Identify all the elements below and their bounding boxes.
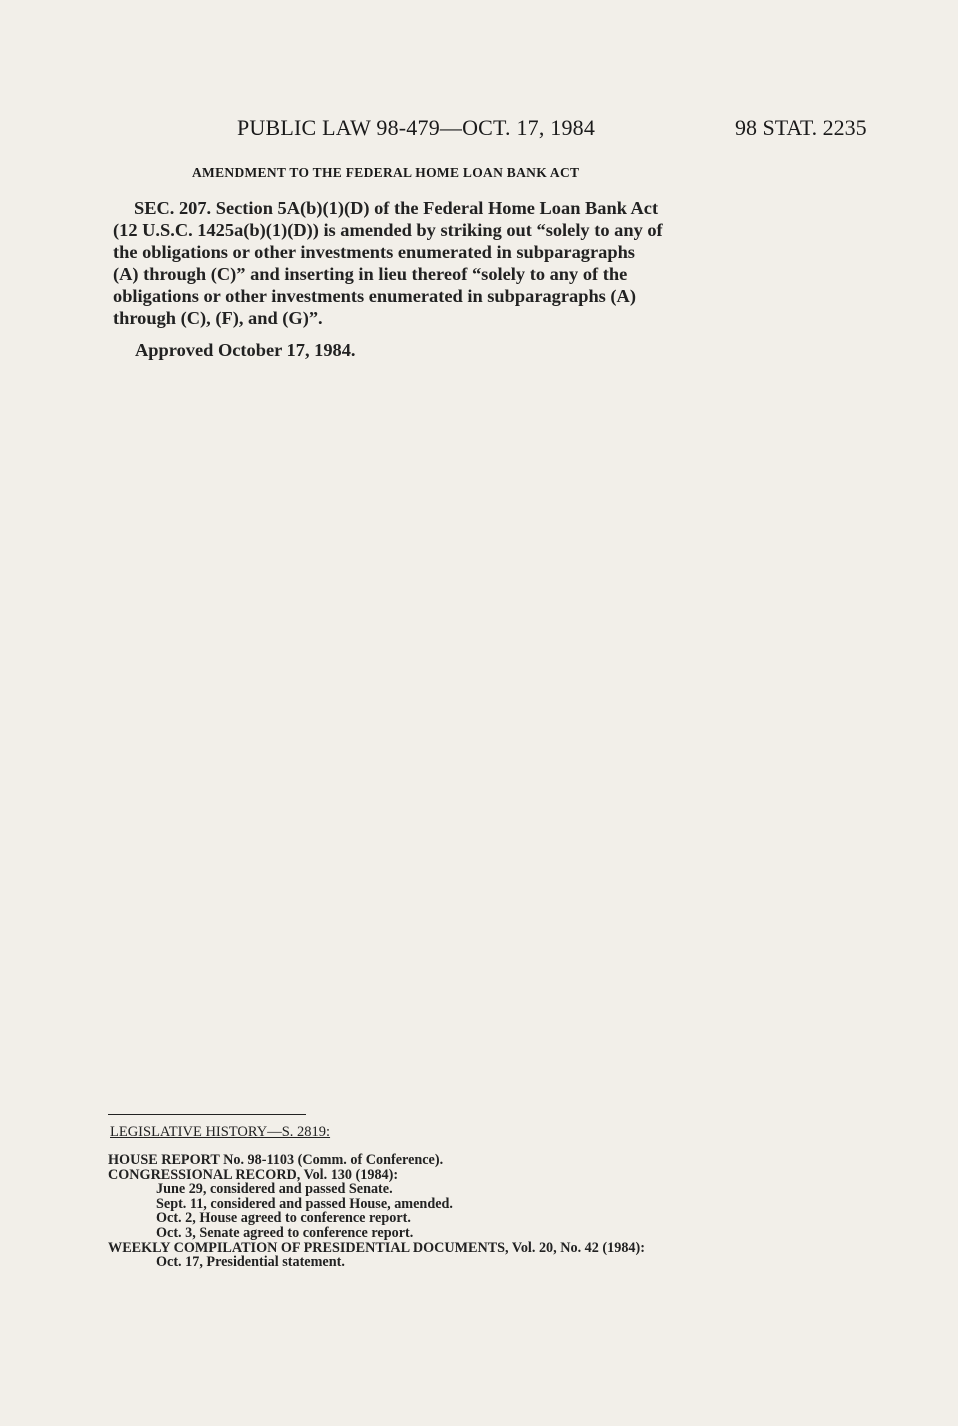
record-item: Oct. 3, Senate agreed to conference report. xyxy=(156,1224,414,1241)
page-header xyxy=(0,115,958,145)
divider xyxy=(108,1114,306,1115)
body-line: (A) through (C)” and inserting in lieu thereof “solely to any of the xyxy=(113,264,628,284)
weekly-item: Oct. 17, Presidential statement. xyxy=(156,1254,345,1271)
weekly-compilation: WEEKLY COMPILATION OF PRESIDENTIAL DOCUMENTS, Vol. 20, No. 42 (1984): xyxy=(108,1239,645,1256)
legislative-history-title: LEGISLATIVE HISTORY—S. 2819: xyxy=(110,1124,331,1140)
record-item: Sept. 11, considered and passed House, amended. xyxy=(156,1195,453,1212)
congressional-record: CONGRESSIONAL RECORD, Vol. 130 (1984): xyxy=(108,1166,399,1183)
body-line: the obligations or other investments enumerated in subparagraphs xyxy=(113,242,635,262)
body-line: (12 U.S.C. 1425a(b)(1)(D)) is amended by striking out “solely to any of xyxy=(113,220,663,240)
section-heading: AMENDMENT TO THE FEDERAL HOME LOAN BANK ACT xyxy=(192,165,580,180)
body-line: obligations or other investments enumerated in subparagraphs (A) xyxy=(113,286,636,306)
section-body xyxy=(113,197,753,329)
record-item: Oct. 2, House agreed to conference report. xyxy=(156,1210,411,1227)
body-line: through (C), (F), and (G)”. xyxy=(113,308,323,328)
stat-reference: 98 STAT. 2235 xyxy=(735,115,867,140)
house-report: HOUSE REPORT No. 98-1103 (Comm. of Conference). xyxy=(108,1152,444,1168)
record-item: June 29, considered and passed Senate. xyxy=(156,1181,393,1198)
page-title: PUBLIC LAW 98-479—OCT. 17, 1984 xyxy=(237,115,596,140)
approval-date: Approved October 17, 1984. xyxy=(135,340,356,360)
legislative-history xyxy=(108,1153,645,1270)
body-line: SEC. 207. Section 5A(b)(1)(D) of the Federal Home Loan Bank Act xyxy=(134,198,659,218)
